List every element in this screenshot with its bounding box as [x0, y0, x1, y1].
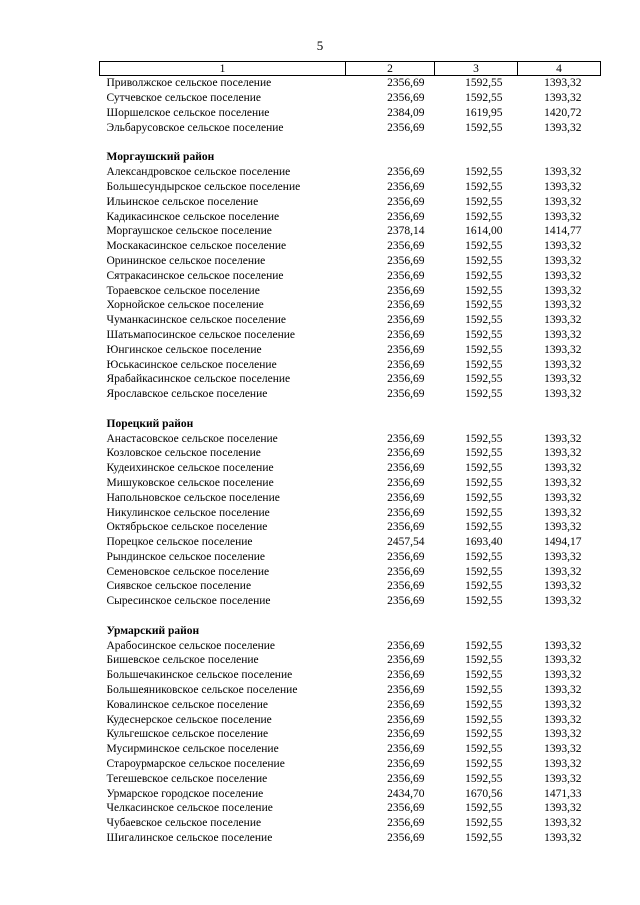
- value-col-2: 2356,69: [387, 491, 425, 504]
- value-col-3: 1592,55: [465, 166, 503, 179]
- district-row: [100, 416, 601, 431]
- settlement-name: Сутчевское сельское поселение: [106, 92, 261, 105]
- value-col-4: 1393,32: [544, 166, 582, 179]
- value-col-3: 1592,55: [465, 802, 503, 815]
- settlement-name: Шатьмапосинское сельское поселение: [106, 328, 296, 341]
- value-col-3: 1592,55: [465, 210, 503, 223]
- value-col-4: 1414,77: [544, 225, 582, 238]
- value-col-3: 1693,40: [465, 536, 503, 549]
- column-header-2: 2: [346, 62, 435, 76]
- value-col-2: 2356,69: [387, 580, 425, 593]
- value-col-4: 1393,32: [544, 388, 582, 401]
- value-col-4: 1393,32: [544, 299, 582, 312]
- value-col-2: 2356,69: [387, 314, 425, 327]
- value-col-4: 1393,32: [544, 373, 582, 386]
- value-col-3: 1592,55: [465, 698, 503, 711]
- value-col-2: 2356,69: [387, 254, 425, 267]
- value-col-2: 2356,69: [387, 772, 425, 785]
- settlement-name: Юськасинское сельское поселение: [106, 358, 277, 371]
- table-row: [100, 535, 601, 550]
- value-col-4: 1393,32: [544, 432, 582, 445]
- value-col-4: 1393,32: [544, 121, 582, 134]
- settlement-name: Приволжское сельское поселение: [106, 77, 272, 90]
- value-col-3: 1592,55: [465, 595, 503, 608]
- value-col-2: 2356,69: [387, 180, 425, 193]
- value-col-3: 1592,55: [465, 299, 503, 312]
- value-col-2: 2356,69: [387, 92, 425, 105]
- spacer-cell: [100, 402, 601, 417]
- table-row: [100, 120, 601, 135]
- settlement-name: Ковалинское сельское поселение: [106, 698, 268, 711]
- value-col-4: 1393,32: [544, 698, 582, 711]
- value-col-3: 1670,56: [465, 787, 503, 800]
- value-col-3: 1592,55: [465, 373, 503, 386]
- value-col-2: 2356,69: [387, 698, 425, 711]
- spacer-cell: [100, 609, 601, 624]
- table-row: [100, 194, 601, 209]
- table-body: [100, 76, 601, 846]
- table-row: [100, 91, 601, 106]
- settlement-name: Тораевское сельское поселение: [106, 284, 260, 297]
- settlements-table: [99, 61, 601, 845]
- value-col-3: 1592,55: [465, 639, 503, 652]
- settlement-name: Октябрьское сельское поселение: [106, 521, 268, 534]
- settlement-name: Бишевское сельское поселение: [106, 654, 259, 667]
- table-row: [100, 372, 601, 387]
- table-row: [100, 550, 601, 565]
- table-row: [100, 431, 601, 446]
- value-col-2: 2356,69: [387, 476, 425, 489]
- value-col-3: 1592,55: [465, 358, 503, 371]
- spacer-row: [100, 609, 601, 624]
- value-col-3: 1592,55: [465, 550, 503, 563]
- value-col-4: 1393,32: [544, 358, 582, 371]
- district-row: [100, 623, 601, 638]
- value-col-3: 1592,55: [465, 817, 503, 830]
- value-col-3: 1592,55: [465, 491, 503, 504]
- table-row: [100, 106, 601, 121]
- settlement-name: Чубаевское сельское поселение: [106, 817, 262, 830]
- value-col-3: 1592,55: [465, 432, 503, 445]
- value-col-3: 1592,55: [465, 669, 503, 682]
- table-header: [100, 62, 601, 76]
- value-col-2: 2356,69: [387, 328, 425, 341]
- settlement-name: Арабосинское сельское поселение: [106, 639, 276, 652]
- table-row: [100, 653, 601, 668]
- value-col-2: 2356,69: [387, 758, 425, 771]
- district-heading: Моргаушский район: [106, 151, 215, 164]
- value-col-3: 1592,55: [465, 654, 503, 667]
- table-row: [100, 801, 601, 816]
- value-col-2: 2356,69: [387, 210, 425, 223]
- table-row: [100, 209, 601, 224]
- value-col-4: 1393,32: [544, 595, 582, 608]
- settlement-name: Хорнойское сельское поселение: [106, 299, 264, 312]
- table-row: [100, 831, 601, 846]
- settlement-name: Большесундырское сельское поселение: [106, 180, 301, 193]
- value-col-2: 2356,69: [387, 802, 425, 815]
- value-col-3: 1592,55: [465, 476, 503, 489]
- settlement-name: Юнгинское сельское поселение: [106, 343, 262, 356]
- value-col-4: 1393,32: [544, 284, 582, 297]
- value-col-3: 1592,55: [465, 506, 503, 519]
- table-row: [100, 224, 601, 239]
- value-col-3: 1592,55: [465, 832, 503, 845]
- value-col-2: 2356,69: [387, 462, 425, 475]
- value-col-2: 2434,70: [387, 787, 425, 800]
- value-col-4: 1393,32: [544, 210, 582, 223]
- district-heading: Порецкий район: [106, 417, 194, 430]
- value-col-4: 1393,32: [544, 772, 582, 785]
- value-col-2: 2356,69: [387, 77, 425, 90]
- value-col-3: 1614,00: [465, 225, 503, 238]
- table-row: [100, 298, 601, 313]
- table-row: [100, 638, 601, 653]
- settlement-name: Кудеихинское сельское поселение: [106, 462, 274, 475]
- value-col-3: 1592,55: [465, 77, 503, 90]
- value-col-4: 1393,32: [544, 77, 582, 90]
- table-row: [100, 579, 601, 594]
- spacer-cell: [100, 135, 601, 150]
- value-col-4: 1393,32: [544, 269, 582, 282]
- value-col-4: 1393,32: [544, 550, 582, 563]
- value-col-4: 1393,32: [544, 684, 582, 697]
- value-col-2: 2356,69: [387, 669, 425, 682]
- value-col-2: 2457,54: [387, 536, 425, 549]
- value-col-2: 2356,69: [387, 684, 425, 697]
- value-col-3: 1592,55: [465, 728, 503, 741]
- table-row: [100, 357, 601, 372]
- settlement-name: Большеяниковское сельское поселение: [106, 684, 298, 697]
- value-col-4: 1393,32: [544, 506, 582, 519]
- table-row: [100, 165, 601, 180]
- table-row: [100, 387, 601, 402]
- value-col-4: 1393,32: [544, 639, 582, 652]
- value-col-4: 1393,32: [544, 728, 582, 741]
- value-col-2: 2384,09: [387, 106, 425, 119]
- value-col-4: 1393,32: [544, 92, 582, 105]
- page-number: 5: [316, 38, 324, 53]
- table-row: [100, 283, 601, 298]
- settlement-name: Шигалинское сельское поселение: [106, 832, 273, 845]
- settlement-name: Сиявское сельское поселение: [106, 580, 252, 593]
- settlement-name: Тегешевское сельское поселение: [106, 772, 268, 785]
- value-col-2: 2356,69: [387, 713, 425, 726]
- table-row: [100, 76, 601, 91]
- value-col-4: 1393,32: [544, 314, 582, 327]
- value-col-3: 1592,55: [465, 447, 503, 460]
- value-col-3: 1592,55: [465, 195, 503, 208]
- value-col-2: 2356,69: [387, 121, 425, 134]
- settlement-name: Мишуковское сельское поселение: [106, 476, 274, 489]
- value-col-2: 2356,69: [387, 521, 425, 534]
- settlement-name: Челкасинское сельское поселение: [106, 802, 273, 815]
- value-col-2: 2356,69: [387, 388, 425, 401]
- value-col-3: 1592,55: [465, 580, 503, 593]
- value-col-4: 1393,32: [544, 180, 582, 193]
- value-col-2: 2356,69: [387, 447, 425, 460]
- value-col-3: 1592,55: [465, 284, 503, 297]
- settlement-name: Сятракасинское сельское поселение: [106, 269, 284, 282]
- value-col-4: 1393,32: [544, 713, 582, 726]
- value-col-4: 1393,32: [544, 832, 582, 845]
- value-col-4: 1393,32: [544, 521, 582, 534]
- value-col-4: 1393,32: [544, 758, 582, 771]
- value-col-4: 1393,32: [544, 343, 582, 356]
- table-row: [100, 771, 601, 786]
- table-row: [100, 697, 601, 712]
- settlement-name: Козловское сельское поселение: [106, 447, 261, 460]
- settlement-name: Шоршелское сельское поселение: [106, 106, 270, 119]
- value-col-2: 2356,69: [387, 269, 425, 282]
- value-col-3: 1592,55: [465, 684, 503, 697]
- table-row: [100, 505, 601, 520]
- value-col-2: 2356,69: [387, 728, 425, 741]
- table-row: [100, 461, 601, 476]
- value-col-2: 2356,69: [387, 299, 425, 312]
- table-row: [100, 446, 601, 461]
- settlement-name: Сыресинское сельское поселение: [106, 595, 271, 608]
- value-col-2: 2356,69: [387, 832, 425, 845]
- value-col-3: 1592,55: [465, 269, 503, 282]
- settlement-name: Порецкое сельское поселение: [106, 536, 253, 549]
- value-col-3: 1592,55: [465, 565, 503, 578]
- table-row: [100, 786, 601, 801]
- value-col-2: 2356,69: [387, 506, 425, 519]
- table-row: [100, 727, 601, 742]
- settlement-name: Урмарское городское поселение: [106, 787, 264, 800]
- value-col-4: 1393,32: [544, 195, 582, 208]
- table-row: [100, 254, 601, 269]
- table-row: [100, 476, 601, 491]
- value-col-3: 1592,55: [465, 314, 503, 327]
- table-row: [100, 564, 601, 579]
- value-col-2: 2356,69: [387, 639, 425, 652]
- value-col-3: 1592,55: [465, 92, 503, 105]
- value-col-4: 1393,32: [544, 240, 582, 253]
- table-row: [100, 712, 601, 727]
- value-col-3: 1619,95: [465, 106, 503, 119]
- settlement-name: Большечакинское сельское поселение: [106, 669, 293, 682]
- value-col-4: 1393,32: [544, 328, 582, 341]
- value-col-2: 2356,69: [387, 550, 425, 563]
- value-col-4: 1393,32: [544, 654, 582, 667]
- value-col-3: 1592,55: [465, 521, 503, 534]
- value-col-4: 1393,32: [544, 491, 582, 504]
- value-col-4: 1420,72: [544, 106, 582, 119]
- value-col-3: 1592,55: [465, 240, 503, 253]
- value-col-3: 1592,55: [465, 254, 503, 267]
- value-col-4: 1393,32: [544, 743, 582, 756]
- value-col-2: 2356,69: [387, 432, 425, 445]
- value-col-2: 2356,69: [387, 595, 425, 608]
- value-col-2: 2356,69: [387, 373, 425, 386]
- header-row: [100, 62, 601, 76]
- value-col-3: 1592,55: [465, 388, 503, 401]
- value-col-3: 1592,55: [465, 121, 503, 134]
- value-col-3: 1592,55: [465, 343, 503, 356]
- table-row: [100, 268, 601, 283]
- settlement-name: Моргаушское сельское поселение: [106, 225, 272, 238]
- value-col-2: 2356,69: [387, 358, 425, 371]
- value-col-4: 1393,32: [544, 817, 582, 830]
- value-col-4: 1494,17: [544, 536, 582, 549]
- value-col-4: 1393,32: [544, 462, 582, 475]
- value-col-3: 1592,55: [465, 180, 503, 193]
- value-col-2: 2356,69: [387, 240, 425, 253]
- table-row: [100, 342, 601, 357]
- value-col-3: 1592,55: [465, 328, 503, 341]
- settlement-name: Староурмарское сельское поселение: [106, 758, 285, 771]
- settlement-name: Александровское сельское поселение: [106, 166, 291, 179]
- value-col-3: 1592,55: [465, 772, 503, 785]
- settlement-name: Ярабайкасинское сельское поселение: [106, 373, 291, 386]
- table-row: [100, 490, 601, 505]
- value-col-3: 1592,55: [465, 713, 503, 726]
- table-row: [100, 683, 601, 698]
- settlement-name: Кадикасинское сельское поселение: [106, 210, 280, 223]
- value-col-4: 1393,32: [544, 447, 582, 460]
- value-col-3: 1592,55: [465, 758, 503, 771]
- settlement-name: Эльбарусовское сельское поселение: [106, 121, 284, 134]
- value-col-4: 1393,32: [544, 254, 582, 267]
- value-col-2: 2356,69: [387, 284, 425, 297]
- table-row: [100, 816, 601, 831]
- column-header-4: 4: [518, 62, 601, 76]
- value-col-4: 1393,32: [544, 669, 582, 682]
- settlement-name: Москакасинское сельское поселение: [106, 240, 287, 253]
- table-row: [100, 328, 601, 343]
- settlement-name: Семеновское сельское поселение: [106, 565, 270, 578]
- settlement-name: Мусирминское сельское поселение: [106, 743, 279, 756]
- value-col-4: 1393,32: [544, 565, 582, 578]
- settlement-name: Кудеснерское сельское поселение: [106, 713, 272, 726]
- table-row: [100, 180, 601, 195]
- table-row: [100, 239, 601, 254]
- value-col-4: 1471,33: [544, 787, 582, 800]
- value-col-2: 2356,69: [387, 565, 425, 578]
- value-col-3: 1592,55: [465, 743, 503, 756]
- value-col-3: 1592,55: [465, 462, 503, 475]
- settlement-name: Ильинское сельское поселение: [106, 195, 259, 208]
- table-row: [100, 668, 601, 683]
- value-col-4: 1393,32: [544, 802, 582, 815]
- table-row: [100, 757, 601, 772]
- value-col-4: 1393,32: [544, 476, 582, 489]
- spacer-row: [100, 135, 601, 150]
- table-row: [100, 594, 601, 609]
- value-col-2: 2356,69: [387, 343, 425, 356]
- spacer-row: [100, 402, 601, 417]
- table-row: [100, 742, 601, 757]
- value-col-2: 2356,69: [387, 817, 425, 830]
- settlement-name: Анастасовское сельское поселение: [106, 432, 278, 445]
- value-col-2: 2356,69: [387, 743, 425, 756]
- settlement-name: Никулинское сельское поселение: [106, 506, 270, 519]
- district-row: [100, 150, 601, 165]
- settlement-name: Напольновское сельское поселение: [106, 491, 280, 504]
- value-col-4: 1393,32: [544, 580, 582, 593]
- settlement-name: Орининское сельское поселение: [106, 254, 266, 267]
- column-header-1: 1: [100, 62, 346, 76]
- settlement-name: Кульгешское сельское поселение: [106, 728, 269, 741]
- value-col-2: 2356,69: [387, 654, 425, 667]
- settlement-name: Ярославское сельское поселение: [106, 388, 268, 401]
- value-col-2: 2356,69: [387, 195, 425, 208]
- table-row: [100, 313, 601, 328]
- district-heading: Урмарский район: [106, 624, 200, 637]
- table-row: [100, 520, 601, 535]
- value-col-2: 2378,14: [387, 225, 425, 238]
- settlement-name: Чуманкасинское сельское поселение: [106, 314, 287, 327]
- value-col-2: 2356,69: [387, 166, 425, 179]
- settlement-name: Рындинское сельское поселение: [106, 550, 266, 563]
- column-header-3: 3: [435, 62, 518, 76]
